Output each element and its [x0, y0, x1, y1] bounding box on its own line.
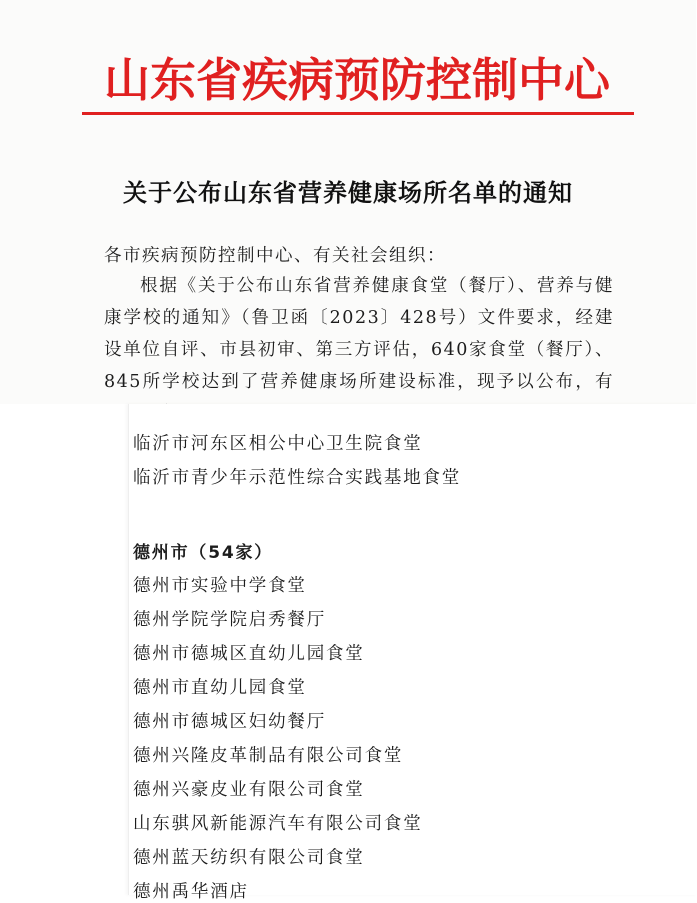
list-item: 德州市实验中学食堂	[133, 576, 307, 596]
list-item: 临沂市青少年示范性综合实践基地食堂	[133, 468, 462, 488]
section-heading-dezhou: 德州市（54家）	[133, 543, 274, 563]
list-item: 德州市德城区妇幼餐厅	[133, 712, 326, 732]
notice-page	[0, 0, 696, 404]
letterhead-red-rule	[82, 112, 634, 115]
list-item: 德州兴豪皮业有限公司食堂	[133, 780, 365, 800]
list-item: 临沂市河东区相公中心卫生院食堂	[133, 434, 423, 454]
list-item: 德州市直幼儿园食堂	[133, 678, 307, 698]
notice-salutation: 各市疾病预防控制中心、有关社会组织：	[104, 246, 446, 266]
list-item: 德州学院学院启秀餐厅	[133, 610, 326, 630]
list-page	[128, 404, 697, 902]
letterhead-org-name: 山东省疾病预防控制中心	[104, 53, 610, 107]
page-overlap-mask	[0, 404, 128, 895]
list-item: 德州市德城区直幼儿园食堂	[133, 644, 365, 664]
list-item: 山东骐风新能源汽车有限公司食堂	[133, 814, 423, 834]
list-item: 德州禹华酒店	[133, 882, 249, 902]
notice-body: 根据《关于公布山东省营养健康食堂（餐厅）、营养与健康学校的通知》（鲁卫函〔2023〕428号）文件要求，经建设单位自评、市县初审、第三方评估，640家食堂（餐厅）、845所学校达到了营养健康场所建设标准，现予以公布，有	[104, 276, 614, 392]
notice-title: 关于公布山东省营养健康场所名单的通知	[123, 178, 573, 207]
list-item: 德州兴隆皮革制品有限公司食堂	[133, 746, 404, 766]
list-item: 德州蓝天纺织有限公司食堂	[133, 848, 365, 868]
